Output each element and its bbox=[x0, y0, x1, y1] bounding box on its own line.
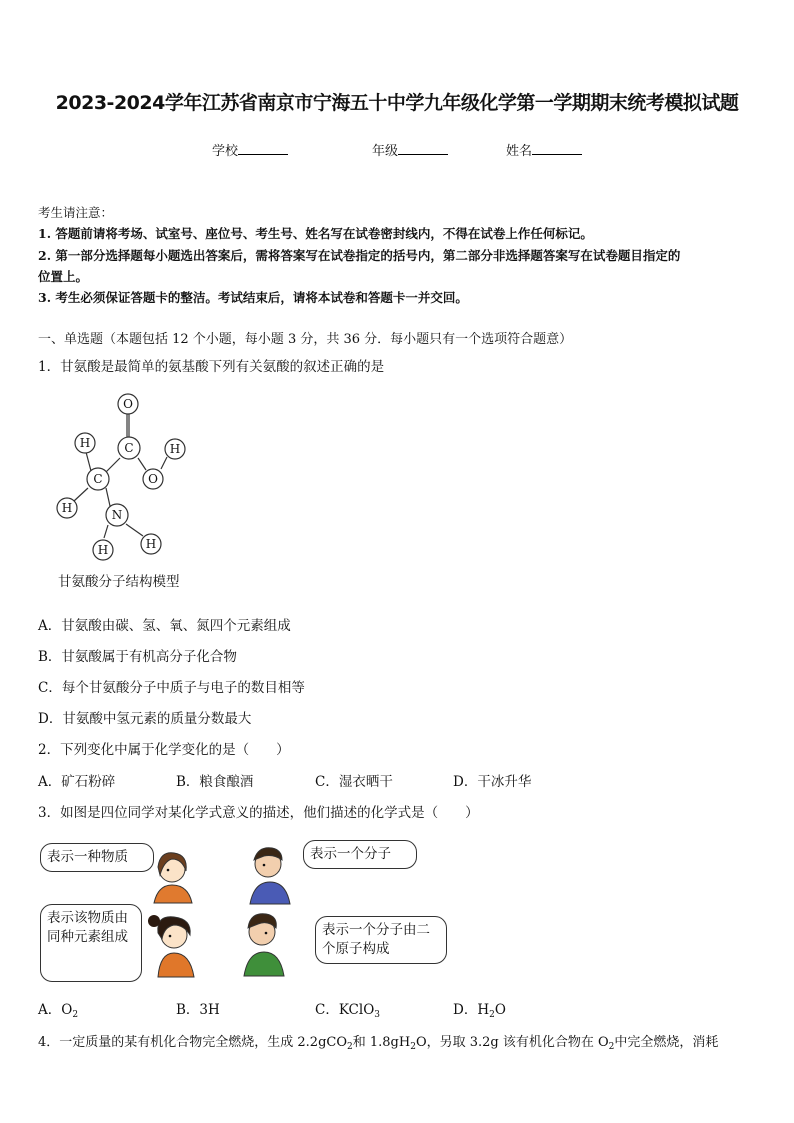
student-girl-2-icon bbox=[140, 905, 210, 980]
grade-label: 年级 bbox=[372, 144, 399, 159]
student-boy-1-icon bbox=[240, 838, 300, 908]
school-label: 学校 bbox=[212, 144, 239, 159]
speech-bubble-4: 表示一个分子由二个原子构成 bbox=[315, 916, 447, 964]
name-label: 姓名 bbox=[506, 144, 533, 159]
atom-label: N bbox=[111, 508, 123, 522]
speech-bubble-1: 表示一种物质 bbox=[40, 843, 154, 872]
notice-heading: 考生请注意： bbox=[38, 205, 114, 220]
atom-label: O bbox=[123, 397, 133, 411]
option-c[interactable]: C．湿衣晒干 bbox=[315, 774, 393, 790]
notice-item: 3. 考生必须保证答题卡的整洁。考试结束后，请将本试卷和答题卡一并交回。 bbox=[38, 290, 468, 305]
question-4-stem: 4．一定质量的某有机化合物完全燃烧，生成 2.2gCO$_2$和 $1.8gH_2O$，另取 3.2g 该有机化合物在 $O_2$中完全燃烧，消耗 bbox=[38, 1035, 719, 1052]
section-heading: 一、单选题（本题包括 12 个小题，每小题 3 分，共 36 分．每小题只有一个选项符合题意） bbox=[38, 332, 573, 347]
question-3-stem: 3．如图是四位同学对某化学式意义的描述，他们描述的化学式是（ ） bbox=[38, 805, 479, 821]
student-boy-2-icon bbox=[236, 902, 300, 980]
glycine-structure-diagram bbox=[50, 390, 195, 565]
atom-label: H bbox=[79, 436, 91, 450]
option-d[interactable]: D．干冰升华 bbox=[453, 774, 532, 790]
page-title: 2023-2024学年江苏省南京市宁海五十中学九年级化学第一学期期末统考模拟试题 bbox=[55, 92, 739, 114]
atom-label: H bbox=[169, 442, 181, 456]
option-b[interactable]: B．甘氨酸属于有机高分子化合物 bbox=[38, 649, 237, 665]
atom-label: H bbox=[145, 537, 157, 551]
option-b[interactable]: B．3H bbox=[176, 1002, 220, 1018]
question-1-stem: 1．甘氨酸是最简单的氨基酸下列有关氨酸的叙述正确的是 bbox=[38, 359, 385, 375]
option-a[interactable]: A．$O_2$ bbox=[38, 1002, 79, 1020]
speech-bubble-3: 表示该物质由同种元素组成 bbox=[40, 904, 142, 982]
option-c[interactable]: C．KClO$_3$ bbox=[315, 1002, 381, 1020]
notice-item: 位置上。 bbox=[38, 269, 89, 284]
figure-caption: 甘氨酸分子结构模型 bbox=[58, 574, 180, 590]
school-blank[interactable] bbox=[238, 142, 288, 155]
grade-field[interactable] bbox=[372, 140, 448, 159]
school-field[interactable] bbox=[212, 140, 288, 159]
student-girl-1-icon bbox=[140, 845, 210, 910]
option-d[interactable]: D．$H_2O$ bbox=[453, 1002, 506, 1020]
option-a[interactable]: A．矿石粉碎 bbox=[38, 774, 116, 790]
atom-label: H bbox=[61, 501, 73, 515]
atom-label: H bbox=[97, 543, 109, 557]
notice-item: 1. 答题前请将考场、试室号、座位号、考生号、姓名写在试卷密封线内，不得在试卷上作任何标记。 bbox=[38, 226, 593, 241]
name-field[interactable] bbox=[506, 140, 582, 159]
atom-label: O bbox=[148, 472, 158, 486]
option-a[interactable]: A．甘氨酸由碳、氢、氧、氮四个元素组成 bbox=[38, 618, 291, 634]
speech-bubble-2: 表示一个分子 bbox=[303, 840, 417, 869]
option-d[interactable]: D．甘氨酸中氢元素的质量分数最大 bbox=[38, 711, 252, 727]
name-blank[interactable] bbox=[532, 142, 582, 155]
atom-label: C bbox=[93, 472, 103, 486]
atom-label: C bbox=[124, 441, 134, 455]
option-b[interactable]: B．粮食酿酒 bbox=[176, 774, 254, 790]
option-c[interactable]: C．每个甘氨酸分子中质子与电子的数目相等 bbox=[38, 680, 305, 696]
notice-item: 2. 第一部分选择题每小题选出答案后，需将答案写在试卷指定的括号内，第二部分非选择题答案写在试卷题目指定的 bbox=[38, 248, 681, 263]
question-2-stem: 2．下列变化中属于化学变化的是（ ） bbox=[38, 742, 290, 758]
grade-blank[interactable] bbox=[398, 142, 448, 155]
